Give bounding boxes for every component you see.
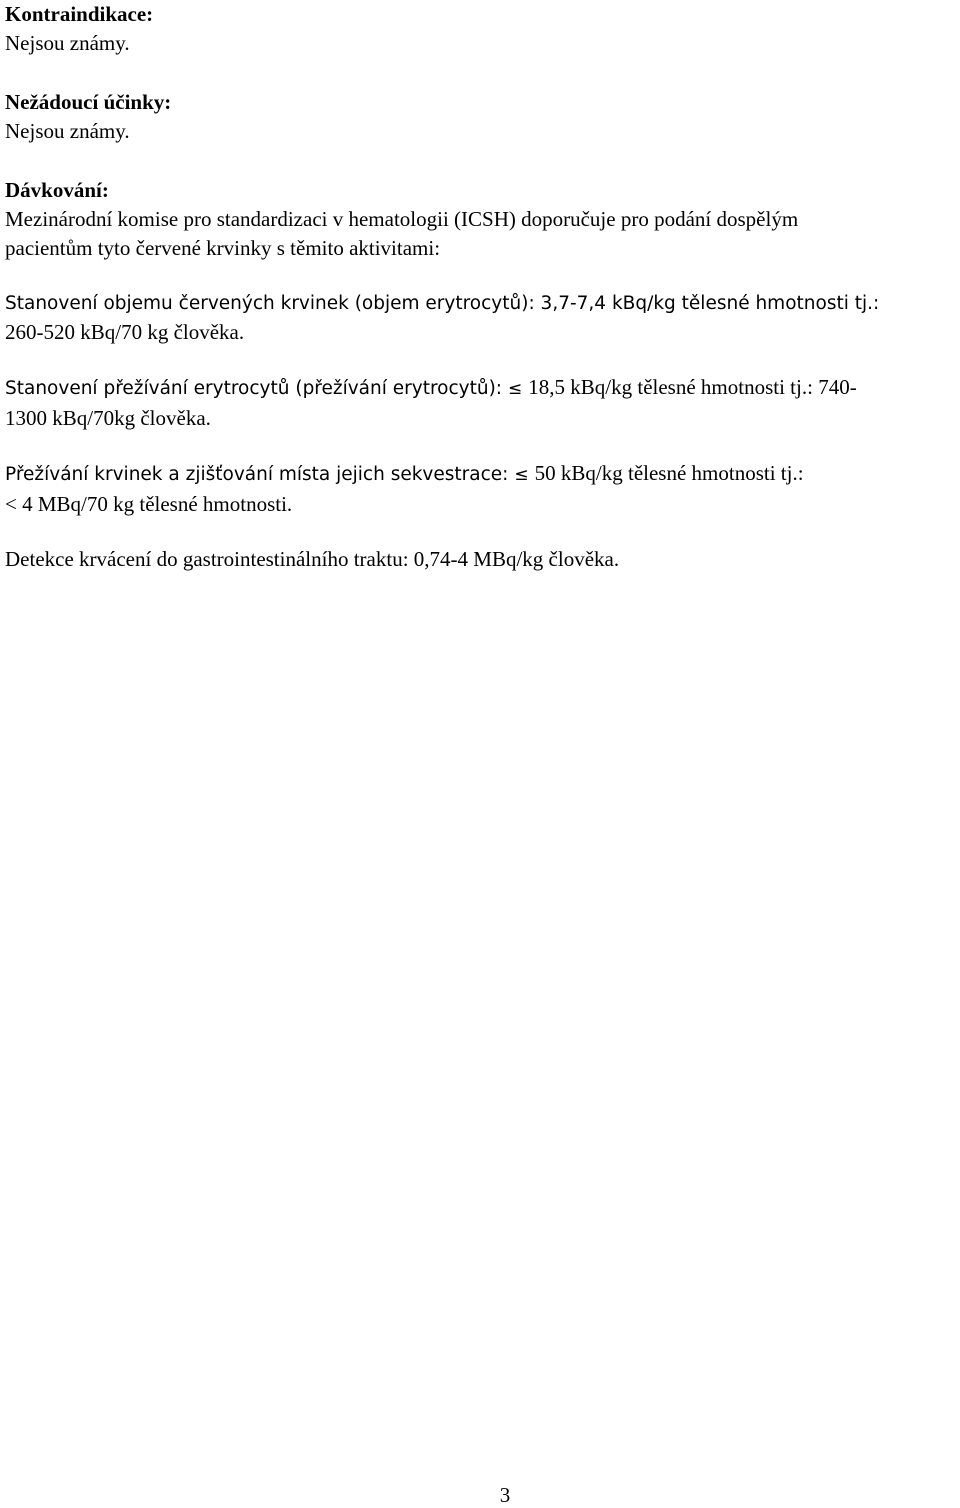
side-effects-heading: Nežádoucí účinky: xyxy=(5,90,172,114)
contraindications-text: Nejsou známy. xyxy=(5,31,130,55)
paragraph-red-cell-volume xyxy=(5,289,955,347)
contraindications-heading: Kontraindikace: xyxy=(5,2,154,26)
page-number: 3 xyxy=(499,1483,511,1507)
dosage-intro-line2: pacientům tyto červené krvinky s těmito aktivitami: xyxy=(5,236,441,260)
sequestration-value: 50 kBq/kg tělesné hmotnosti tj.: xyxy=(534,461,804,485)
contraindications-section xyxy=(5,0,955,58)
side-effects-section xyxy=(5,88,955,146)
erythrocyte-survival-label: Stanovení přežívání erytrocytů (přežívání erytrocytů): xyxy=(5,378,503,399)
less-or-equal-icon: ≤ xyxy=(514,465,529,485)
red-cell-volume-line1: Stanovení objemu červených krvinek (objem erytrocytů): 3,7-7,4 kBq/kg tělesné hmotnosti tj.: xyxy=(5,293,880,314)
erythrocyte-survival-value: 18,5 kBq/kg tělesné hmotnosti tj.: 740- xyxy=(528,375,857,399)
side-effects-text: Nejsou známy. xyxy=(5,119,130,143)
sequestration-line2: < 4 MBq/70 kg tělesné hmotnosti. xyxy=(5,492,293,516)
dosage-section xyxy=(5,176,955,263)
dosage-heading: Dávkování: xyxy=(5,178,109,202)
paragraph-sequestration xyxy=(5,459,955,519)
document-page xyxy=(5,0,955,574)
sequestration-label: Přežívání krvinek a zjišťování místa jejich sekvestrace: xyxy=(5,464,509,485)
gi-bleeding-text: Detekce krvácení do gastrointestinálního traktu: 0,74-4 MBq/kg člověka. xyxy=(5,547,620,571)
dosage-intro-line1: Mezinárodní komise pro standardizaci v hematologii (ICSH) doporučuje pro podání dospělým xyxy=(5,207,799,231)
paragraph-gi-bleeding xyxy=(5,545,955,574)
erythrocyte-survival-line2: 1300 kBq/70kg člověka. xyxy=(5,406,211,430)
paragraph-erythrocyte-survival xyxy=(5,373,955,433)
less-or-equal-icon: ≤ xyxy=(508,379,523,399)
red-cell-volume-line2: 260-520 kBq/70 kg člověka. xyxy=(5,320,245,344)
